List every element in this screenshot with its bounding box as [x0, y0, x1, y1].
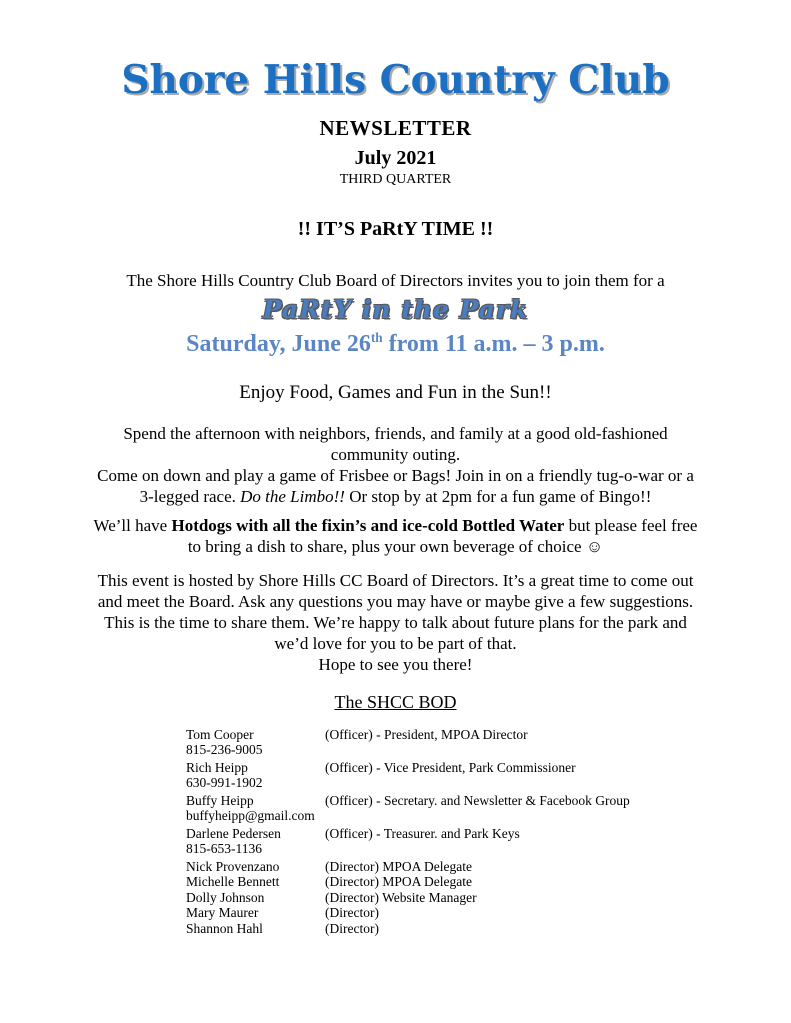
hope-line: Hope to see you there!: [318, 654, 473, 674]
bod-member-row: [186, 793, 791, 824]
member-contact: buffyheipp@gmail.com: [186, 808, 315, 824]
page-body: [89, 270, 703, 675]
member-role: (Director): [325, 905, 379, 921]
member-name-cell: [186, 793, 325, 824]
member-role: (Officer) - President, MPOA Director: [325, 726, 528, 742]
member-name: Nick Provenzano: [186, 858, 280, 874]
member-name: Darlene Pedersen: [186, 825, 281, 841]
member-name: Dolly Johnson: [186, 889, 265, 905]
member-role: (Director): [325, 920, 379, 936]
smiley-face-icon: ☺: [585, 536, 604, 556]
member-name: Tom Cooper: [186, 726, 254, 742]
games-text-end: Or stop by at 2pm for a fun game of Bingo!!: [344, 486, 652, 506]
bod-member-row: [186, 921, 791, 937]
member-name: Shannon Hahl: [186, 920, 263, 936]
member-role: (Director) Website Manager: [325, 889, 477, 905]
event-datetime: [89, 330, 703, 358]
member-name: Michelle Bennett: [186, 874, 280, 890]
event-date-suffix: from 11 a.m. – 3 p.m.: [382, 330, 605, 357]
food-bold-text: Hotdogs with all the fixin’s and ice-cold Bottled Water: [171, 515, 565, 535]
bod-member-row: [186, 890, 791, 906]
member-name: Buffy Heipp: [186, 792, 254, 808]
member-contact: 815-236-9005: [186, 742, 263, 758]
member-role: (Officer) - Vice President, Park Commissioner: [325, 759, 576, 775]
member-name: Mary Maurer: [186, 905, 259, 921]
member-name: Rich Heipp: [186, 759, 248, 775]
member-role: (Director) MPOA Delegate: [325, 874, 472, 890]
bod-member-row: [186, 826, 791, 857]
bod-member-row: [186, 760, 791, 791]
games-limbo-italic: Do the Limbo!!: [240, 486, 345, 506]
bod-heading: [0, 692, 791, 713]
member-name-cell: [186, 760, 325, 791]
quarter-label: THIRD QUARTER: [339, 171, 452, 187]
bod-member-row: [186, 859, 791, 875]
paragraph-hosted: [89, 570, 703, 675]
bod-heading-text: The SHCC BOD: [334, 691, 457, 712]
hosted-text: This event is hosted by Shore Hills CC Board of Directors. It’s a great time to come out and meet the Board. Ask any questions you may have or maybe give a few suggestions. This is the time to share them. We’re happy to talk about future plans for the park and we’d love for you to be part of that.: [97, 570, 694, 653]
event-tagline: Enjoy Food, Games and Fun in the Sun!!: [239, 381, 552, 403]
bod-member-row: [186, 727, 791, 758]
newsletter-label: NEWSLETTER: [319, 115, 472, 140]
issue-date: July 2021: [354, 146, 437, 169]
games-text: Come on down and play a game of Frisbee or Bags! Join in on a friendly tug-o-war or a 3-legged race.: [97, 465, 694, 506]
paragraph-community: Spend the afternoon with neighbors, friends, and family at a good old-fashioned community outing.: [123, 423, 668, 464]
member-name-cell: [186, 727, 325, 758]
bod-member-row: [186, 905, 791, 921]
food-text: We’ll have: [93, 515, 172, 535]
event-date-ordinal: th: [370, 329, 383, 345]
paragraph-food: [89, 515, 703, 557]
member-name-cell: [186, 826, 325, 857]
food-text-end: but please feel free to bring a dish to share, plus your own beverage of choice: [187, 515, 698, 556]
party-time-headline: !! IT’S PaRtY TIME !!: [297, 217, 494, 240]
member-role: (Director) MPOA Delegate: [325, 858, 472, 874]
member-contact: 815-653-1136: [186, 841, 262, 857]
paragraph-games: [89, 465, 703, 507]
bod-member-row: [186, 874, 791, 890]
club-title: Shore Hills Country Club: [121, 57, 670, 103]
invite-line: The Shore Hills Country Club Board of Directors invites you to join them for a: [126, 270, 665, 290]
member-contact: 630-991-1902: [186, 775, 263, 791]
member-role: (Officer) - Secretary. and Newsletter & Facebook Group: [325, 792, 630, 808]
event-name: PaRtY in the Park: [262, 294, 529, 324]
member-role: (Officer) - Treasurer. and Park Keys: [325, 825, 520, 841]
bod-list: [186, 727, 791, 937]
event-date-prefix: Saturday, June 26: [186, 330, 371, 357]
